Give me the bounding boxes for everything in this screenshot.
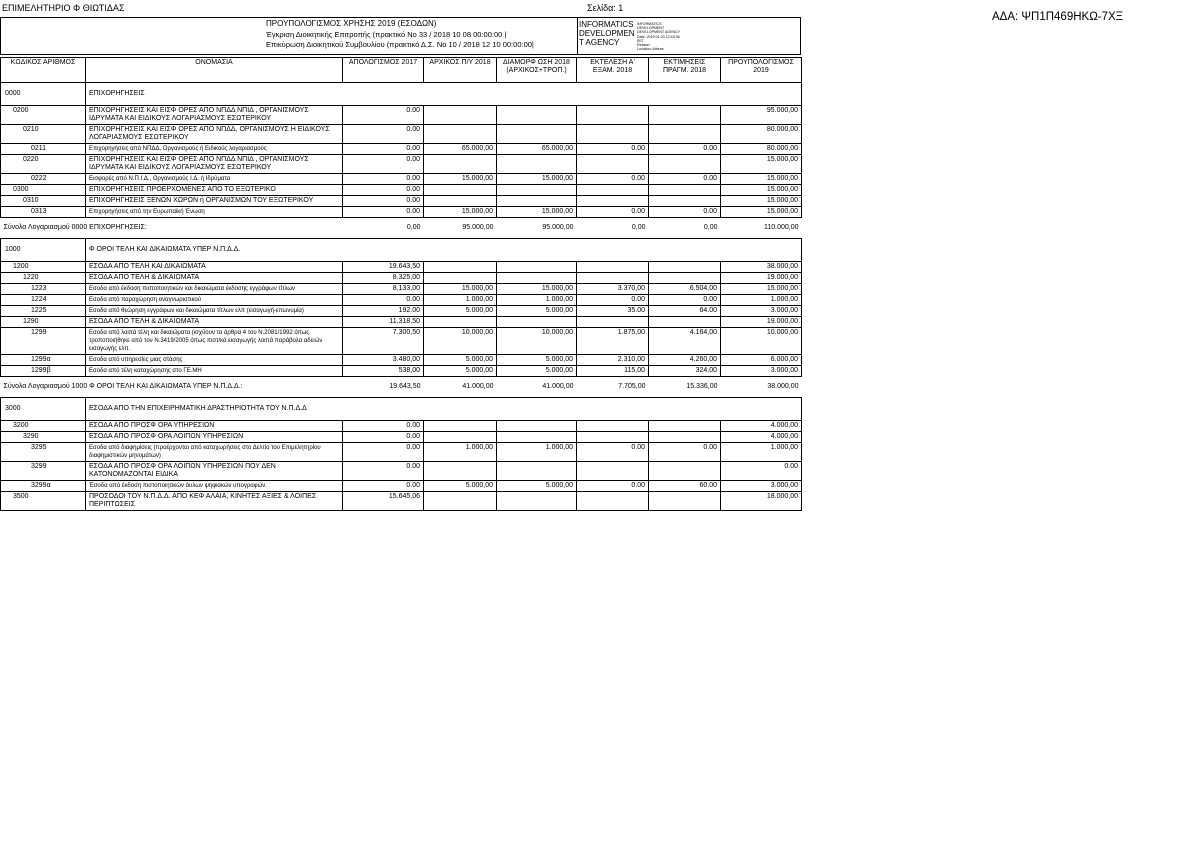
row-code: 1299β bbox=[1, 366, 86, 377]
row-name: ΕΣΟΔΑ ΑΠΟ ΠΡΟΣΦ ΟΡΑ ΛΟΙΠΩΝ ΥΠΗΡΕΣΙΩΝ ΠΟΥ ΔΕΝ ΚΑΤΟΝΟΜΑΖΟΝΤΑΙ ΕΙΔΙΚΑ bbox=[86, 462, 343, 481]
table-row bbox=[1, 196, 802, 207]
total-value: 110.000,00 bbox=[763, 224, 799, 231]
row-name: ΕΣΟΔΑ ΑΠΟ ΠΡΟΣΦ ΟΡΑ ΛΟΙΠΩΝ ΥΠΗΡΕΣΙΩΝ bbox=[86, 432, 343, 443]
row-value: 0.00 bbox=[577, 443, 649, 462]
row-value: 324,00 bbox=[649, 366, 721, 377]
row-value: 4.164,00 bbox=[649, 328, 721, 355]
table-row bbox=[1, 144, 802, 155]
signature-line: EET bbox=[637, 38, 644, 43]
row-value: 0.00 bbox=[343, 185, 424, 196]
row-value bbox=[424, 273, 497, 284]
row-value: 15.000,00 bbox=[497, 174, 577, 185]
section-row bbox=[1, 83, 802, 106]
row-value: 19.643,50 bbox=[343, 262, 424, 273]
row-value: 80.000,00 bbox=[721, 144, 802, 155]
row-value: 5.000,00 bbox=[424, 481, 497, 492]
row-code: 1224 bbox=[1, 295, 86, 306]
row-value: 64.00 bbox=[649, 306, 721, 317]
row-value bbox=[497, 432, 577, 443]
row-name: Εσοδα από διαφημίσεις (προέρχονται από καταχωρήσεις στο Δελτίο του Επιμελητηρίου διαφημιστικών μηνυμάτων) bbox=[86, 443, 343, 462]
row-value bbox=[424, 462, 497, 481]
row-value: 15.000,00 bbox=[721, 196, 802, 207]
row-value: 4.000,00 bbox=[721, 432, 802, 443]
table-row bbox=[1, 355, 802, 366]
row-name: Εσοδα από έκδοση πιστοποιητικών και δικαιώματα έκδοσης εγγράφων τίτλων bbox=[86, 284, 343, 295]
row-code: 1225 bbox=[1, 306, 86, 317]
row-value bbox=[424, 155, 497, 174]
row-value: 38.000,00 bbox=[721, 262, 802, 273]
row-value: 0.00 bbox=[649, 144, 721, 155]
row-name: Εισφορές από Ν.Π.Ι.Δ., Οργανισμούς Ι.Δ. ή Ιδρύματα bbox=[86, 174, 343, 185]
signature-line: INFORMATICS bbox=[637, 22, 662, 26]
section-title: ΕΣΟΔΑ ΑΠΟ ΤΗΝ ΕΠΙΧΕΙΡΗΜΑΤΙΚΗ ΔΡΑΣΤΗΡΙΟΤΗΤΑ ΤΟΥ Ν.Π.Δ.Δ bbox=[86, 398, 802, 421]
row-value: 0.00 bbox=[343, 207, 424, 218]
row-value: 65.000,00 bbox=[424, 144, 497, 155]
row-value: 10.000,00 bbox=[424, 328, 497, 355]
row-value: 15.000,00 bbox=[424, 284, 497, 295]
budget-title: ΠΡΟΥΠΟΛΟΓΙΣΜΟΣ ΧΡΗΣΗΣ 2019 (ΕΣΟΔΩΝ) bbox=[266, 19, 437, 28]
row-value: 0.00 bbox=[343, 144, 424, 155]
section-row bbox=[1, 398, 802, 421]
row-value bbox=[577, 185, 649, 196]
row-value: 0.00 bbox=[343, 432, 424, 443]
table-row bbox=[1, 306, 802, 317]
row-value bbox=[424, 492, 497, 511]
row-value: 6.000,00 bbox=[721, 355, 802, 366]
row-value: 15.000,00 bbox=[721, 207, 802, 218]
row-code: 0313 bbox=[1, 207, 86, 218]
row-value: 19.000,00 bbox=[721, 273, 802, 284]
row-value: 192.00 bbox=[343, 306, 424, 317]
row-value: 0.00 bbox=[577, 295, 649, 306]
row-value bbox=[424, 317, 497, 328]
total-value: 0,00 bbox=[406, 224, 421, 231]
row-name: Εσοδα από υπηρεσίες μιας στάσης bbox=[86, 355, 343, 366]
row-value bbox=[497, 262, 577, 273]
row-value: 0.00 bbox=[343, 174, 424, 185]
row-code: 3299 bbox=[1, 462, 86, 481]
row-value: 15.000,00 bbox=[721, 174, 802, 185]
row-value: 1.000,00 bbox=[424, 295, 497, 306]
table-row bbox=[1, 366, 802, 377]
section-total-row bbox=[1, 218, 802, 239]
table-row bbox=[1, 317, 802, 328]
row-value: 1.000,00 bbox=[497, 295, 577, 306]
row-value bbox=[577, 421, 649, 432]
row-value bbox=[424, 106, 497, 125]
table-row bbox=[1, 284, 802, 295]
row-value: 60.00 bbox=[649, 481, 721, 492]
logo-line: DEVELOPMEN bbox=[579, 29, 635, 38]
header-divider bbox=[577, 18, 578, 54]
row-value bbox=[497, 273, 577, 284]
row-value: 0.00 bbox=[649, 207, 721, 218]
row-value: 538,00 bbox=[343, 366, 424, 377]
table-row bbox=[1, 106, 802, 125]
row-value: 15.000,00 bbox=[424, 207, 497, 218]
table-row bbox=[1, 174, 802, 185]
ada-code: ΑΔΑ: ΨΠ1Π469ΗΚΩ-7ΧΞ bbox=[992, 11, 1124, 23]
row-value bbox=[424, 125, 497, 144]
section-title: Φ ΟΡΟΙ ΤΕΛΗ ΚΑΙ ΔΙΚΑΙΩΜΑΤΑ ΥΠΕΡ Ν.Π.Δ.Δ. bbox=[86, 239, 802, 262]
row-value: 0.00 bbox=[577, 481, 649, 492]
row-code: 0310 bbox=[1, 196, 86, 207]
section-code: 1000 bbox=[1, 239, 86, 262]
row-value bbox=[497, 317, 577, 328]
row-value: 0.00 bbox=[343, 481, 424, 492]
total-value: 38.000,00 bbox=[767, 383, 799, 390]
row-value: 3.370,00 bbox=[577, 284, 649, 295]
row-name: ΠΡΟΣΟΔΟΙ ΤΟΥ Ν.Π.Δ.Δ. ΑΠΟ ΚΕΦ ΑΛΑΙΑ, ΚΙΝΗΤΕΣ ΑΞΙΕΣ & ΛΟΙΠΕΣ ΠΕΡΙΠΤΩΣΕΙΣ bbox=[86, 492, 343, 511]
row-value: 1.875,00 bbox=[577, 328, 649, 355]
total-value: 95.000,00 bbox=[542, 224, 574, 231]
row-value bbox=[424, 432, 497, 443]
row-value bbox=[649, 317, 721, 328]
table-row bbox=[1, 125, 802, 144]
row-value bbox=[649, 273, 721, 284]
row-code: 1223 bbox=[1, 284, 86, 295]
col-header-exec-2018: ΕΚΤΕΛΕΣΗ Α' ΕΞΑΜ. 2018 bbox=[577, 58, 649, 83]
row-value: 95.000,00 bbox=[721, 106, 802, 125]
row-value bbox=[497, 196, 577, 207]
row-value: 10.000,00 bbox=[497, 328, 577, 355]
approval-board: Επικύρωση Διοικητικού Συμβουλίου (πρακτικό Δ.Σ. No 10 / 2018 12 10 00:00:00| bbox=[266, 40, 534, 49]
row-value: 6.504,00 bbox=[649, 284, 721, 295]
row-value: 15.645,06 bbox=[343, 492, 424, 511]
total-label: Σύνολα Λογαριασμού 0000 ΕΠΙΧΟΡΗΓΗΣΕΙΣ: bbox=[3, 224, 147, 231]
row-value: 115,00 bbox=[577, 366, 649, 377]
row-value: 0.00 bbox=[343, 462, 424, 481]
row-value: 3.000,00 bbox=[721, 306, 802, 317]
table-row bbox=[1, 295, 802, 306]
row-name: ΕΠΙΧΟΡΗΓΗΣΕΙΣ ΚΑΙ ΕΙΣΦ ΟΡΕΣ ΑΠΟ ΝΠΔΔ ΝΠΙΔ , ΟΡΓΑΝΙΣΜΟΥΣ ΙΔΡΥΜΑΤΑ ΚΑΙ ΕΙΔΙΚΟΥΣ ΛΟΓΑΡΙΑΣΜΟΥΣ ΕΣΩΤΕΡΙΚΟΥ bbox=[86, 155, 343, 174]
table-row bbox=[1, 328, 802, 355]
row-value bbox=[577, 155, 649, 174]
row-code: 3500 bbox=[1, 492, 86, 511]
row-value: 8.133,00 bbox=[343, 284, 424, 295]
row-code: 1290 bbox=[1, 317, 86, 328]
row-code: 3295 bbox=[1, 443, 86, 462]
row-value bbox=[649, 185, 721, 196]
row-value: 1.000,00 bbox=[497, 443, 577, 462]
row-name: Εσοδα από παραχώρηση αναγνωριστικού bbox=[86, 295, 343, 306]
row-name: Επιχορηγήσεις από την Ευρωπαϊκή Ένωση bbox=[86, 207, 343, 218]
row-value bbox=[577, 196, 649, 207]
row-value bbox=[497, 155, 577, 174]
row-value: 35.00 bbox=[577, 306, 649, 317]
row-value: 15.000,00 bbox=[721, 185, 802, 196]
row-value: 0.00 bbox=[343, 155, 424, 174]
row-value bbox=[649, 155, 721, 174]
row-name: ΕΣΟΔΑ ΑΠΟ ΤΕΛΗ ΚΑΙ ΔΙΚΑΙΩΜΑΤΑ bbox=[86, 262, 343, 273]
row-value: 1.000,00 bbox=[721, 443, 802, 462]
total-label: Σύνολα Λογαριασμού 1000 Φ ΟΡΟΙ ΤΕΛΗ ΚΑΙ ΔΙΚΑΙΩΜΑΤΑ ΥΠΕΡ Ν.Π.Δ.Δ.: bbox=[3, 383, 243, 390]
row-value bbox=[577, 432, 649, 443]
row-name: ΕΠΙΧΟΡΗΓΗΣΕΙΣ ΚΑΙ ΕΙΣΦ ΟΡΕΣ ΑΠΟ ΝΠΔΔ ΝΠΙΔ , ΟΡΓΑΝΙΣΜΟΥΣ ΙΔΡΥΜΑΤΑ ΚΑΙ ΕΙΔΙΚΟΥΣ ΛΟΓΑΡΙΑΣΜΟΥΣ ΕΣΩΤΕΡΙΚΟΥ bbox=[86, 106, 343, 125]
row-value: 0.00 bbox=[721, 462, 802, 481]
row-value: 7.300,50 bbox=[343, 328, 424, 355]
row-value: 5.000,00 bbox=[424, 306, 497, 317]
col-header-formed-2018: ΔΙΑΜΟΡΦ ΩΣΗ 2018 (ΑΡΧΙΚΟΣ+ΤΡΟΠ.) bbox=[497, 58, 577, 83]
row-value: 0.00 bbox=[649, 295, 721, 306]
row-value: 3.000,00 bbox=[721, 366, 802, 377]
signature-line: DEVELOPMENT AGENCY bbox=[637, 30, 681, 35]
row-value: 11.318,50 bbox=[343, 317, 424, 328]
organization-name: ΕΠΙΜΕΛΗΤΗΡΙΟ Φ ΘΙΩΤΙΔΑΣ bbox=[2, 3, 125, 13]
section-title: ΕΠΙΧΟΡΗΓΗΣΕΙΣ bbox=[86, 83, 802, 106]
row-value bbox=[649, 125, 721, 144]
row-value: 5.000,00 bbox=[424, 355, 497, 366]
row-value: 2.310,00 bbox=[577, 355, 649, 366]
total-value: 41.000,00 bbox=[542, 383, 574, 390]
signature-line: Location: Athens bbox=[637, 47, 664, 52]
signature-logo bbox=[579, 20, 635, 47]
row-value: 8.325,00 bbox=[343, 273, 424, 284]
row-value bbox=[649, 462, 721, 481]
row-code: 1299α bbox=[1, 355, 86, 366]
row-value: 5.000,00 bbox=[424, 366, 497, 377]
row-code: 0200 bbox=[1, 106, 86, 125]
table-row bbox=[1, 421, 802, 432]
row-value bbox=[649, 196, 721, 207]
row-value bbox=[577, 262, 649, 273]
row-value: 0.00 bbox=[343, 196, 424, 207]
document-header-box bbox=[0, 17, 801, 55]
row-value: 19.000,00 bbox=[721, 317, 802, 328]
row-value: 80.000,00 bbox=[721, 125, 802, 144]
row-value: 18.000,00 bbox=[721, 492, 802, 511]
col-header-2017: ΑΠΟΛΟΓΙΣΜΟΣ 2017 bbox=[343, 58, 424, 83]
row-name: Εσοδα από λοιπά τέλη και δικαιώματα (ισχύουν τα άρθρα 4 του Ν.2081/1992 όπως τροποποιήθηκε από τον Ν.3419/2005 όπως πιστ/κά εισαγωγής λοιπά παράβολα αδειών εισαγωγής ελπ. bbox=[86, 328, 343, 355]
table-row bbox=[1, 432, 802, 443]
row-code: 0300 bbox=[1, 185, 86, 196]
row-name: Εσοδα από τέλη καταχώρησης στο ΓΕ.ΜΗ bbox=[86, 366, 343, 377]
row-value bbox=[424, 196, 497, 207]
row-value: 15.000,00 bbox=[497, 207, 577, 218]
row-value: 4.000,00 bbox=[721, 421, 802, 432]
table-row bbox=[1, 262, 802, 273]
table-row bbox=[1, 273, 802, 284]
page-number: Σελίδα: 1 bbox=[587, 3, 624, 13]
total-value: 41.000,00 bbox=[462, 383, 494, 390]
section-code: 0000 bbox=[1, 83, 86, 106]
row-value: 10.000,00 bbox=[721, 328, 802, 355]
row-value: 0.00 bbox=[343, 421, 424, 432]
row-value: 5.000,00 bbox=[497, 306, 577, 317]
row-value: 0.00 bbox=[577, 144, 649, 155]
table-row bbox=[1, 207, 802, 218]
total-value: 0,00 bbox=[703, 224, 718, 231]
row-name: Εσοδα από θεώρηση εγγράφων και δικαιώματα τίτλων ελπ (εισαγωγή-επωνυμία) bbox=[86, 306, 343, 317]
section-row bbox=[1, 239, 802, 262]
table-row bbox=[1, 492, 802, 511]
row-value: 0.00 bbox=[577, 174, 649, 185]
row-value: 4.260,00 bbox=[649, 355, 721, 366]
row-name: ΕΣΟΔΑ ΑΠΟ ΤΕΛΗ & ΔΙΚΑΙΩΜΑΤΑ bbox=[86, 273, 343, 284]
row-value bbox=[497, 125, 577, 144]
row-value bbox=[497, 492, 577, 511]
row-name: ΕΠΙΧΟΡΗΓΗΣΕΙΣ ΚΑΙ ΕΙΣΦ ΟΡΕΣ ΑΠΟ ΝΠΔΔ, ΟΡΓΑΝΙΣΜΟΥΣ Η ΕΙΔΙΚΟΥΣ ΛΟΓΑΡΙΑΣΜΟΥΣ ΕΣΩΤΕΡΙΚΟΥ bbox=[86, 125, 343, 144]
logo-line: INFORMATICS bbox=[579, 20, 634, 29]
total-value: 19.643,50 bbox=[389, 383, 421, 390]
row-value: 3.480,00 bbox=[343, 355, 424, 366]
row-value: 0.00 bbox=[343, 443, 424, 462]
row-value bbox=[497, 185, 577, 196]
row-value bbox=[497, 462, 577, 481]
table-row bbox=[1, 185, 802, 196]
row-value bbox=[577, 273, 649, 284]
row-code: 3200 bbox=[1, 421, 86, 432]
row-value bbox=[497, 421, 577, 432]
row-name: ΕΠΙΧΟΡΗΓΗΣΕΙΣ ΠΡΟΕΡΧΟΜΕΝΕΣ ΑΠΟ ΤΟ ΕΞΩΤΕΡΙΚΟ bbox=[86, 185, 343, 196]
row-value: 65.000,00 bbox=[497, 144, 577, 155]
col-header-name: ΟΝΟΜΑΣΙΑ bbox=[86, 58, 343, 83]
row-name: Έσοδα από έκδοση πιστοποιητικών άυλων ψηφιακών υπογραφών. bbox=[86, 481, 343, 492]
approval-admin: Έγκριση Διοικητικής Επιτροπής (πρακτικό No 33 / 2018 10 08 00:00:00 | bbox=[266, 30, 507, 39]
signature-line: Reason: bbox=[637, 43, 651, 48]
row-value: 5.000,00 bbox=[497, 355, 577, 366]
table-header-row bbox=[1, 58, 802, 83]
row-name: ΕΣΟΔΑ ΑΠΟ ΠΡΟΣΦ ΟΡΑ ΥΠΗΡΕΣΙΩΝ bbox=[86, 421, 343, 432]
row-value: 15.000,00 bbox=[721, 155, 802, 174]
row-value bbox=[424, 185, 497, 196]
row-code: 0220 bbox=[1, 155, 86, 174]
col-header-initial-2018: ΑΡΧΙΚΟΣ Π/Υ 2018 bbox=[424, 58, 497, 83]
row-code: 1200 bbox=[1, 262, 86, 273]
row-value: 5.000,00 bbox=[497, 481, 577, 492]
row-code: 0222 bbox=[1, 174, 86, 185]
row-value: 15.000,00 bbox=[424, 174, 497, 185]
row-code: 0210 bbox=[1, 125, 86, 144]
signature-details bbox=[637, 22, 699, 51]
row-value bbox=[577, 492, 649, 511]
row-value: 0.00 bbox=[343, 106, 424, 125]
row-code: 1220 bbox=[1, 273, 86, 284]
table-row bbox=[1, 443, 802, 462]
row-code: 3290 bbox=[1, 432, 86, 443]
table-row bbox=[1, 481, 802, 492]
row-value bbox=[649, 492, 721, 511]
table-row bbox=[1, 155, 802, 174]
row-value bbox=[577, 317, 649, 328]
section-total-row bbox=[1, 377, 802, 398]
total-value: 95.000,00 bbox=[462, 224, 494, 231]
col-header-code: ΚΩΔΙΚΟΣ ΑΡΙΘΜΟΣ bbox=[1, 58, 86, 83]
row-value bbox=[424, 421, 497, 432]
row-value: 3.000,00 bbox=[721, 481, 802, 492]
row-name: Επιχορηγήσεις από ΝΠΔΔ, Οργανισμούς ή Ειδικούς λογαριασμούς bbox=[86, 144, 343, 155]
row-value bbox=[424, 262, 497, 273]
row-name: ΕΣΟΔΑ ΑΠΟ ΤΕΛΗ & ΔΙΚΑΙΩΜΑΤΑ bbox=[86, 317, 343, 328]
row-value: 0.00 bbox=[343, 295, 424, 306]
row-code: 1299 bbox=[1, 328, 86, 355]
logo-line: T AGENCY bbox=[579, 38, 620, 47]
signature-line: DEVELOPMENT bbox=[637, 26, 665, 31]
row-value bbox=[649, 421, 721, 432]
table-row bbox=[1, 462, 802, 481]
row-value: 1.000,00 bbox=[721, 295, 802, 306]
signature-line: Date: 2019.01.03 12:43:36 bbox=[637, 34, 680, 39]
row-value: 0.00 bbox=[577, 207, 649, 218]
total-value: 7.705,00 bbox=[618, 383, 646, 390]
col-header-est-2018: ΕΚΤΙΜΗΣΕΙΣ ΠΡΑΓΜ. 2018 bbox=[649, 58, 721, 83]
row-code: 0211 bbox=[1, 144, 86, 155]
row-value bbox=[577, 462, 649, 481]
col-header-budget-2019: ΠΡΟΥΠΟΛΟΓΙΣΜΟΣ 2019 bbox=[721, 58, 802, 83]
row-value: 0.00 bbox=[343, 125, 424, 144]
row-value bbox=[497, 106, 577, 125]
budget-table bbox=[0, 57, 802, 511]
row-name: ΕΠΙΧΟΡΗΓΗΣΕΙΣ ΞΕΝΩΝ ΧΩΡΩΝ ή ΟΡΓΑΝΙΣΜΩΝ ΤΟΥ ΕΞΩΤΕΡΙΚΟΥ bbox=[86, 196, 343, 207]
row-value: 0.00 bbox=[649, 443, 721, 462]
row-value: 15.000,00 bbox=[721, 284, 802, 295]
section-code: 3000 bbox=[1, 398, 86, 421]
row-code: 3299α bbox=[1, 481, 86, 492]
row-value: 0.00 bbox=[649, 174, 721, 185]
row-value bbox=[577, 125, 649, 144]
row-value: 5.000,00 bbox=[497, 366, 577, 377]
row-value bbox=[577, 106, 649, 125]
row-value bbox=[649, 106, 721, 125]
total-value: 15.336,00 bbox=[686, 383, 718, 390]
row-value: 15.000,00 bbox=[497, 284, 577, 295]
total-value: 0,00 bbox=[631, 224, 646, 231]
row-value bbox=[649, 432, 721, 443]
row-value: 1.000,00 bbox=[424, 443, 497, 462]
row-value bbox=[649, 262, 721, 273]
